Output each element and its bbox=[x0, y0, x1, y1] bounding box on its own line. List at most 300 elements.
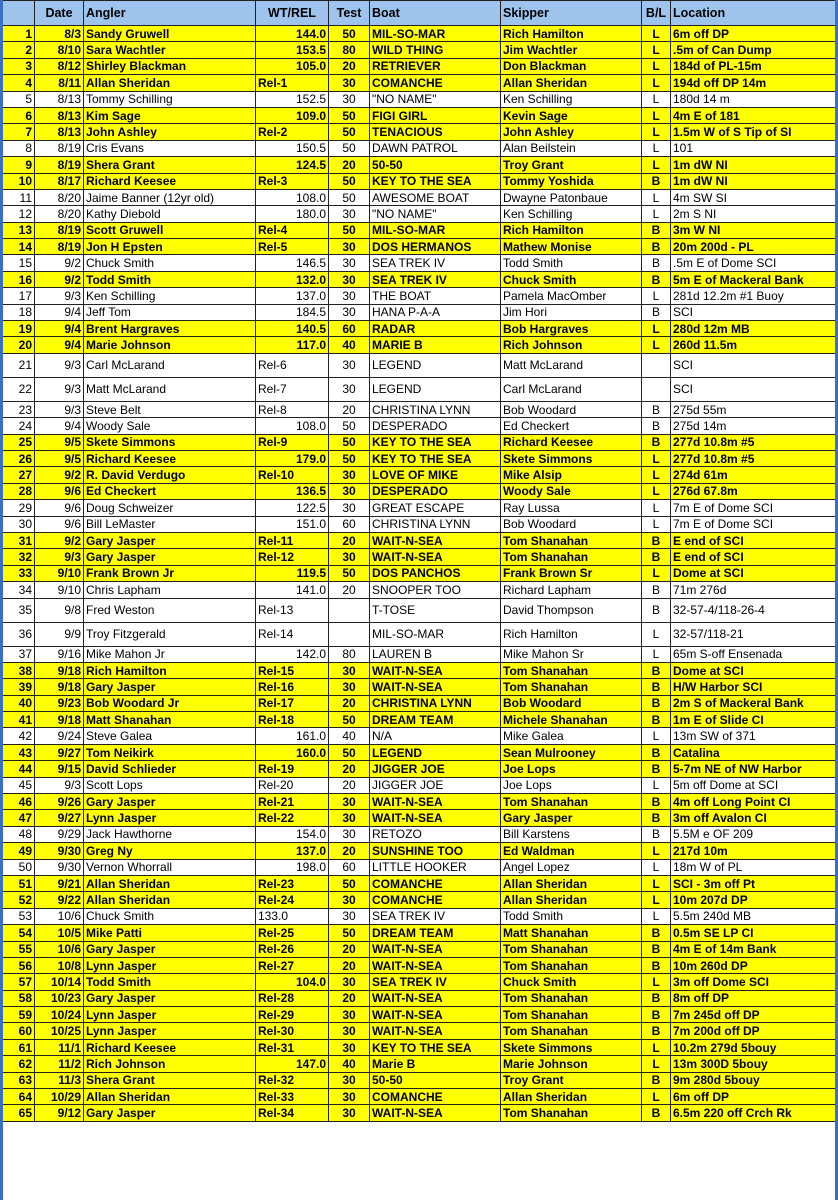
location-cell: 32-57-4/118-26-4 bbox=[671, 598, 838, 622]
table-row bbox=[1, 565, 838, 581]
test-cell: 30 bbox=[329, 91, 370, 107]
wt-rel-cell: 142.0 bbox=[256, 646, 329, 662]
wt-rel-cell: Rel-23 bbox=[256, 875, 329, 891]
skipper-cell: Troy Grant bbox=[501, 1072, 642, 1088]
table-row bbox=[1, 957, 838, 973]
wt-rel-cell: Rel-17 bbox=[256, 695, 329, 711]
boat-cell: LEGEND bbox=[370, 353, 501, 377]
boat-cell: T-TOSE bbox=[370, 598, 501, 622]
bl-cell: B bbox=[642, 1023, 671, 1039]
boat-cell: WAIT-N-SEA bbox=[370, 662, 501, 678]
bl-cell: L bbox=[642, 124, 671, 140]
bl-cell: B bbox=[642, 239, 671, 255]
date-cell: 9/9 bbox=[35, 622, 84, 646]
date-cell: 9/24 bbox=[35, 728, 84, 744]
bl-cell: B bbox=[642, 826, 671, 842]
wt-rel-cell: 117.0 bbox=[256, 337, 329, 353]
test-cell: 60 bbox=[329, 516, 370, 532]
angler-cell: Sara Wachtler bbox=[84, 42, 256, 58]
wt-rel-cell: 140.5 bbox=[256, 321, 329, 337]
wt-rel-cell: 150.5 bbox=[256, 140, 329, 156]
angler-cell: Gary Jasper bbox=[84, 1105, 256, 1121]
row-number: 17 bbox=[1, 288, 35, 304]
angler-cell: Shera Grant bbox=[84, 157, 256, 173]
boat-cell: 50-50 bbox=[370, 1072, 501, 1088]
location-cell: 277d 10.8m #5 bbox=[671, 434, 838, 450]
date-cell: 8/12 bbox=[35, 58, 84, 74]
location-cell: 13m SW of 371 bbox=[671, 728, 838, 744]
test-cell: 80 bbox=[329, 42, 370, 58]
wt-rel-cell: 109.0 bbox=[256, 107, 329, 123]
boat-cell: RETRIEVER bbox=[370, 58, 501, 74]
location-cell: 184d of PL-15m bbox=[671, 58, 838, 74]
wt-rel-cell: Rel-30 bbox=[256, 1023, 329, 1039]
table-row bbox=[1, 337, 838, 353]
test-cell: 50 bbox=[329, 140, 370, 156]
wt-rel-cell: Rel-13 bbox=[256, 598, 329, 622]
angler-cell: Shirley Blackman bbox=[84, 58, 256, 74]
angler-cell: Ed Checkert bbox=[84, 483, 256, 499]
test-cell: 50 bbox=[329, 26, 370, 42]
bl-cell: L bbox=[642, 42, 671, 58]
location-cell: 5.5M e OF 209 bbox=[671, 826, 838, 842]
wt-rel-cell: Rel-31 bbox=[256, 1039, 329, 1055]
location-cell: 65m S-off Ensenada bbox=[671, 646, 838, 662]
angler-cell: Cris Evans bbox=[84, 140, 256, 156]
angler-cell: Bill LeMaster bbox=[84, 516, 256, 532]
row-number: 23 bbox=[1, 401, 35, 417]
skipper-cell: Ken Schilling bbox=[501, 91, 642, 107]
boat-cell: WAIT-N-SEA bbox=[370, 810, 501, 826]
row-number: 39 bbox=[1, 679, 35, 695]
wt-rel-cell: 184.5 bbox=[256, 304, 329, 320]
date-cell: 9/3 bbox=[35, 401, 84, 417]
table-row bbox=[1, 810, 838, 826]
wt-rel-cell: 160.0 bbox=[256, 744, 329, 760]
boat-cell: AWESOME BOAT bbox=[370, 189, 501, 205]
table-row bbox=[1, 990, 838, 1006]
boat-cell: WAIT-N-SEA bbox=[370, 1105, 501, 1121]
test-cell: 40 bbox=[329, 1056, 370, 1072]
skipper-cell: Tommy Yoshida bbox=[501, 173, 642, 189]
location-cell: 280d 12m MB bbox=[671, 321, 838, 337]
location-cell: 18m W of PL bbox=[671, 859, 838, 875]
wt-rel-cell: Rel-33 bbox=[256, 1089, 329, 1105]
skipper-cell: Ed Waldman bbox=[501, 843, 642, 859]
angler-cell: Greg Ny bbox=[84, 843, 256, 859]
date-cell: 9/5 bbox=[35, 434, 84, 450]
row-number: 29 bbox=[1, 500, 35, 516]
date-cell: 9/4 bbox=[35, 321, 84, 337]
location-cell: SCI bbox=[671, 377, 838, 401]
table-row bbox=[1, 75, 838, 91]
row-number: 43 bbox=[1, 744, 35, 760]
wt-rel-cell: Rel-8 bbox=[256, 401, 329, 417]
date-cell: 9/26 bbox=[35, 794, 84, 810]
row-number: 58 bbox=[1, 990, 35, 1006]
date-cell: 11/2 bbox=[35, 1056, 84, 1072]
bl-cell: B bbox=[642, 532, 671, 548]
boat-cell: MARIE B bbox=[370, 337, 501, 353]
row-number: 63 bbox=[1, 1072, 35, 1088]
test-cell: 30 bbox=[329, 892, 370, 908]
date-cell: 8/19 bbox=[35, 140, 84, 156]
angler-cell: R. David Verdugo bbox=[84, 467, 256, 483]
table-row bbox=[1, 712, 838, 728]
location-cell: 281d 12.2m #1 Buoy bbox=[671, 288, 838, 304]
date-cell: 9/4 bbox=[35, 418, 84, 434]
date-cell: 9/3 bbox=[35, 777, 84, 793]
table-row bbox=[1, 255, 838, 271]
row-number: 55 bbox=[1, 941, 35, 957]
row-number: 21 bbox=[1, 353, 35, 377]
angler-cell: Gary Jasper bbox=[84, 794, 256, 810]
row-number: 14 bbox=[1, 239, 35, 255]
location-cell: 10m 207d DP bbox=[671, 892, 838, 908]
location-cell: 20m 200d - PL bbox=[671, 239, 838, 255]
table-row bbox=[1, 532, 838, 548]
boat-cell: THE BOAT bbox=[370, 288, 501, 304]
bl-cell: L bbox=[642, 1089, 671, 1105]
boat-cell: "NO NAME" bbox=[370, 91, 501, 107]
location-cell: 5m E of Mackeral Bank bbox=[671, 271, 838, 287]
boat-cell: DREAM TEAM bbox=[370, 925, 501, 941]
angler-cell: Steve Belt bbox=[84, 401, 256, 417]
header-boat: Boat bbox=[370, 1, 501, 26]
wt-rel-cell: Rel-21 bbox=[256, 794, 329, 810]
row-number: 50 bbox=[1, 859, 35, 875]
test-cell: 30 bbox=[329, 75, 370, 91]
date-cell: 9/2 bbox=[35, 532, 84, 548]
angler-cell: Jon H Epsten bbox=[84, 239, 256, 255]
bl-cell: L bbox=[642, 91, 671, 107]
location-cell: 3m W NI bbox=[671, 222, 838, 238]
test-cell: 30 bbox=[329, 679, 370, 695]
angler-cell: Chuck Smith bbox=[84, 255, 256, 271]
bl-cell: L bbox=[642, 500, 671, 516]
table-row bbox=[1, 418, 838, 434]
angler-cell: Scott Gruwell bbox=[84, 222, 256, 238]
test-cell: 30 bbox=[329, 288, 370, 304]
test-cell: 50 bbox=[329, 124, 370, 140]
table-row bbox=[1, 1105, 838, 1121]
wt-rel-cell: 108.0 bbox=[256, 418, 329, 434]
boat-cell: N/A bbox=[370, 728, 501, 744]
date-cell: 9/6 bbox=[35, 516, 84, 532]
bl-cell: B bbox=[642, 304, 671, 320]
wt-rel-cell: 137.0 bbox=[256, 288, 329, 304]
skipper-cell: Allan Sheridan bbox=[501, 75, 642, 91]
table-row bbox=[1, 321, 838, 337]
date-cell: 9/30 bbox=[35, 843, 84, 859]
date-cell: 9/4 bbox=[35, 337, 84, 353]
test-cell: 20 bbox=[329, 157, 370, 173]
angler-cell: Jaime Banner (12yr old) bbox=[84, 189, 256, 205]
skipper-cell: Tom Shanahan bbox=[501, 662, 642, 678]
test-cell: 30 bbox=[329, 1039, 370, 1055]
date-cell: 9/15 bbox=[35, 761, 84, 777]
header-number bbox=[1, 1, 35, 26]
row-number: 36 bbox=[1, 622, 35, 646]
wt-rel-cell: Rel-26 bbox=[256, 941, 329, 957]
angler-cell: Shera Grant bbox=[84, 1072, 256, 1088]
row-number: 28 bbox=[1, 483, 35, 499]
location-cell: 2m S NI bbox=[671, 206, 838, 222]
angler-cell: Woody Sale bbox=[84, 418, 256, 434]
skipper-cell: Richard Lapham bbox=[501, 582, 642, 598]
bl-cell: B bbox=[642, 941, 671, 957]
test-cell: 50 bbox=[329, 107, 370, 123]
location-cell: 10m 260d DP bbox=[671, 957, 838, 973]
wt-rel-cell: Rel-22 bbox=[256, 810, 329, 826]
date-cell: 11/3 bbox=[35, 1072, 84, 1088]
row-number: 54 bbox=[1, 925, 35, 941]
wt-rel-cell: Rel-16 bbox=[256, 679, 329, 695]
angler-cell: Todd Smith bbox=[84, 271, 256, 287]
test-cell: 20 bbox=[329, 532, 370, 548]
location-cell: 1m dW NI bbox=[671, 157, 838, 173]
test-cell: 20 bbox=[329, 401, 370, 417]
row-number: 25 bbox=[1, 434, 35, 450]
boat-cell: KEY TO THE SEA bbox=[370, 1039, 501, 1055]
test-cell: 50 bbox=[329, 418, 370, 434]
skipper-cell: Joe Lops bbox=[501, 761, 642, 777]
row-number: 3 bbox=[1, 58, 35, 74]
boat-cell: FIGI GIRL bbox=[370, 107, 501, 123]
bl-cell: L bbox=[642, 58, 671, 74]
date-cell: 8/20 bbox=[35, 206, 84, 222]
date-cell: 8/3 bbox=[35, 26, 84, 42]
date-cell: 8/17 bbox=[35, 173, 84, 189]
row-number: 6 bbox=[1, 107, 35, 123]
wt-rel-cell: Rel-2 bbox=[256, 124, 329, 140]
skipper-cell: Ed Checkert bbox=[501, 418, 642, 434]
angler-cell: Matt Shanahan bbox=[84, 712, 256, 728]
test-cell: 30 bbox=[329, 271, 370, 287]
skipper-cell: Bob Woodard bbox=[501, 695, 642, 711]
wt-rel-cell: 152.5 bbox=[256, 91, 329, 107]
table-row bbox=[1, 516, 838, 532]
angler-cell: John Ashley bbox=[84, 124, 256, 140]
angler-cell: Chuck Smith bbox=[84, 908, 256, 924]
location-cell: 0.5m SE LP CI bbox=[671, 925, 838, 941]
test-cell: 20 bbox=[329, 957, 370, 973]
table-row bbox=[1, 549, 838, 565]
test-cell bbox=[329, 598, 370, 622]
boat-cell: SEA TREK IV bbox=[370, 255, 501, 271]
bl-cell: L bbox=[642, 75, 671, 91]
location-cell: SCI - 3m off Pt bbox=[671, 875, 838, 891]
angler-cell: Allan Sheridan bbox=[84, 75, 256, 91]
test-cell: 30 bbox=[329, 1105, 370, 1121]
skipper-cell: Dwayne Patonbaue bbox=[501, 189, 642, 205]
row-number: 42 bbox=[1, 728, 35, 744]
row-number: 61 bbox=[1, 1039, 35, 1055]
bl-cell: B bbox=[642, 794, 671, 810]
location-cell: 277d 10.8m #5 bbox=[671, 450, 838, 466]
wt-rel-cell: Rel-24 bbox=[256, 892, 329, 908]
wt-rel-cell: Rel-10 bbox=[256, 467, 329, 483]
angler-cell: Rich Hamilton bbox=[84, 662, 256, 678]
test-cell: 60 bbox=[329, 321, 370, 337]
bl-cell: L bbox=[642, 892, 671, 908]
table-row bbox=[1, 662, 838, 678]
boat-cell: KEY TO THE SEA bbox=[370, 173, 501, 189]
angler-cell: Richard Keesee bbox=[84, 173, 256, 189]
wt-rel-cell: Rel-27 bbox=[256, 957, 329, 973]
bl-cell: L bbox=[642, 1056, 671, 1072]
test-cell: 50 bbox=[329, 712, 370, 728]
boat-cell: COMANCHE bbox=[370, 1089, 501, 1105]
date-cell: 9/3 bbox=[35, 353, 84, 377]
header-bl: B/L bbox=[642, 1, 671, 26]
location-cell: 3m off Dome SCI bbox=[671, 974, 838, 990]
angler-cell: David Schlieder bbox=[84, 761, 256, 777]
skipper-cell: Tom Shanahan bbox=[501, 679, 642, 695]
row-number: 47 bbox=[1, 810, 35, 826]
date-cell: 9/2 bbox=[35, 271, 84, 287]
location-cell: 180d 14 m bbox=[671, 91, 838, 107]
test-cell: 20 bbox=[329, 695, 370, 711]
table-row bbox=[1, 222, 838, 238]
table-row bbox=[1, 239, 838, 255]
bl-cell: B bbox=[642, 810, 671, 826]
row-number: 56 bbox=[1, 957, 35, 973]
angler-cell: Tommy Schilling bbox=[84, 91, 256, 107]
skipper-cell: Mike Mahon Sr bbox=[501, 646, 642, 662]
row-number: 9 bbox=[1, 157, 35, 173]
angler-cell: Matt McLarand bbox=[84, 377, 256, 401]
wt-rel-cell: Rel-5 bbox=[256, 239, 329, 255]
angler-cell: Ken Schilling bbox=[84, 288, 256, 304]
test-cell: 50 bbox=[329, 434, 370, 450]
test-cell: 30 bbox=[329, 1089, 370, 1105]
location-cell: 1m dW NI bbox=[671, 173, 838, 189]
skipper-cell: Todd Smith bbox=[501, 255, 642, 271]
date-cell: 8/19 bbox=[35, 222, 84, 238]
test-cell: 50 bbox=[329, 222, 370, 238]
date-cell: 9/12 bbox=[35, 1105, 84, 1121]
test-cell: 50 bbox=[329, 450, 370, 466]
date-cell: 9/8 bbox=[35, 598, 84, 622]
header-skipper: Skipper bbox=[501, 1, 642, 26]
location-cell: E end of SCI bbox=[671, 532, 838, 548]
test-cell: 50 bbox=[329, 925, 370, 941]
angler-cell: Allan Sheridan bbox=[84, 875, 256, 891]
wt-rel-cell: 179.0 bbox=[256, 450, 329, 466]
skipper-cell: Ray Lussa bbox=[501, 500, 642, 516]
row-number: 1 bbox=[1, 26, 35, 42]
skipper-cell: Ken Schilling bbox=[501, 206, 642, 222]
skipper-cell: Joe Lops bbox=[501, 777, 642, 793]
test-cell bbox=[329, 622, 370, 646]
date-cell: 9/6 bbox=[35, 483, 84, 499]
boat-cell: SEA TREK IV bbox=[370, 974, 501, 990]
angler-cell: Rich Johnson bbox=[84, 1056, 256, 1072]
table-row bbox=[1, 941, 838, 957]
angler-cell: Mike Patti bbox=[84, 925, 256, 941]
table-row bbox=[1, 450, 838, 466]
date-cell: 9/23 bbox=[35, 695, 84, 711]
angler-cell: Sandy Gruwell bbox=[84, 26, 256, 42]
skipper-cell: Tom Shanahan bbox=[501, 532, 642, 548]
row-number: 30 bbox=[1, 516, 35, 532]
row-number: 11 bbox=[1, 189, 35, 205]
location-cell: SCI bbox=[671, 304, 838, 320]
table-row bbox=[1, 1089, 838, 1105]
row-number: 18 bbox=[1, 304, 35, 320]
boat-cell: SEA TREK IV bbox=[370, 271, 501, 287]
location-cell: E end of SCI bbox=[671, 549, 838, 565]
location-cell: .5m E of Dome SCI bbox=[671, 255, 838, 271]
location-cell: 5m off Dome at SCI bbox=[671, 777, 838, 793]
angler-cell: Kathy Diebold bbox=[84, 206, 256, 222]
table-row bbox=[1, 826, 838, 842]
location-cell: 13m 300D 5bouy bbox=[671, 1056, 838, 1072]
location-cell: 274d 61m bbox=[671, 467, 838, 483]
table-row bbox=[1, 271, 838, 287]
angler-cell: Chris Lapham bbox=[84, 582, 256, 598]
table-row bbox=[1, 582, 838, 598]
row-number: 4 bbox=[1, 75, 35, 91]
row-number: 41 bbox=[1, 712, 35, 728]
bl-cell bbox=[642, 353, 671, 377]
wt-rel-cell: 147.0 bbox=[256, 1056, 329, 1072]
row-number: 40 bbox=[1, 695, 35, 711]
boat-cell: KEY TO THE SEA bbox=[370, 434, 501, 450]
boat-cell: TENACIOUS bbox=[370, 124, 501, 140]
skipper-cell: Bob Woodard bbox=[501, 401, 642, 417]
boat-cell: WAIT-N-SEA bbox=[370, 532, 501, 548]
date-cell: 9/2 bbox=[35, 255, 84, 271]
date-cell: 9/4 bbox=[35, 304, 84, 320]
bl-cell: L bbox=[642, 516, 671, 532]
location-cell: 7m 200d off DP bbox=[671, 1023, 838, 1039]
test-cell: 20 bbox=[329, 58, 370, 74]
date-cell: 9/27 bbox=[35, 810, 84, 826]
skipper-cell: Bob Woodard bbox=[501, 516, 642, 532]
location-cell: 276d 67.8m bbox=[671, 483, 838, 499]
bl-cell: L bbox=[642, 107, 671, 123]
skipper-cell: Matt Shanahan bbox=[501, 925, 642, 941]
angler-cell: Richard Keesee bbox=[84, 450, 256, 466]
date-cell: 9/30 bbox=[35, 859, 84, 875]
skipper-cell: John Ashley bbox=[501, 124, 642, 140]
wt-rel-cell: Rel-29 bbox=[256, 1007, 329, 1023]
test-cell: 30 bbox=[329, 206, 370, 222]
table-row bbox=[1, 794, 838, 810]
boat-cell: WAIT-N-SEA bbox=[370, 1023, 501, 1039]
wt-rel-cell: Rel-6 bbox=[256, 353, 329, 377]
wt-rel-cell: 154.0 bbox=[256, 826, 329, 842]
row-number: 10 bbox=[1, 173, 35, 189]
angler-cell: Carl McLarand bbox=[84, 353, 256, 377]
wt-rel-cell: Rel-11 bbox=[256, 532, 329, 548]
bl-cell: L bbox=[642, 1039, 671, 1055]
skipper-cell: Allan Sheridan bbox=[501, 875, 642, 891]
row-number: 62 bbox=[1, 1056, 35, 1072]
table-row bbox=[1, 974, 838, 990]
location-cell: 8m off DP bbox=[671, 990, 838, 1006]
table-row bbox=[1, 377, 838, 401]
bl-cell: B bbox=[642, 1007, 671, 1023]
skipper-cell: Troy Grant bbox=[501, 157, 642, 173]
row-number: 46 bbox=[1, 794, 35, 810]
test-cell: 30 bbox=[329, 483, 370, 499]
row-number: 34 bbox=[1, 582, 35, 598]
test-cell: 30 bbox=[329, 1023, 370, 1039]
location-cell: 101 bbox=[671, 140, 838, 156]
